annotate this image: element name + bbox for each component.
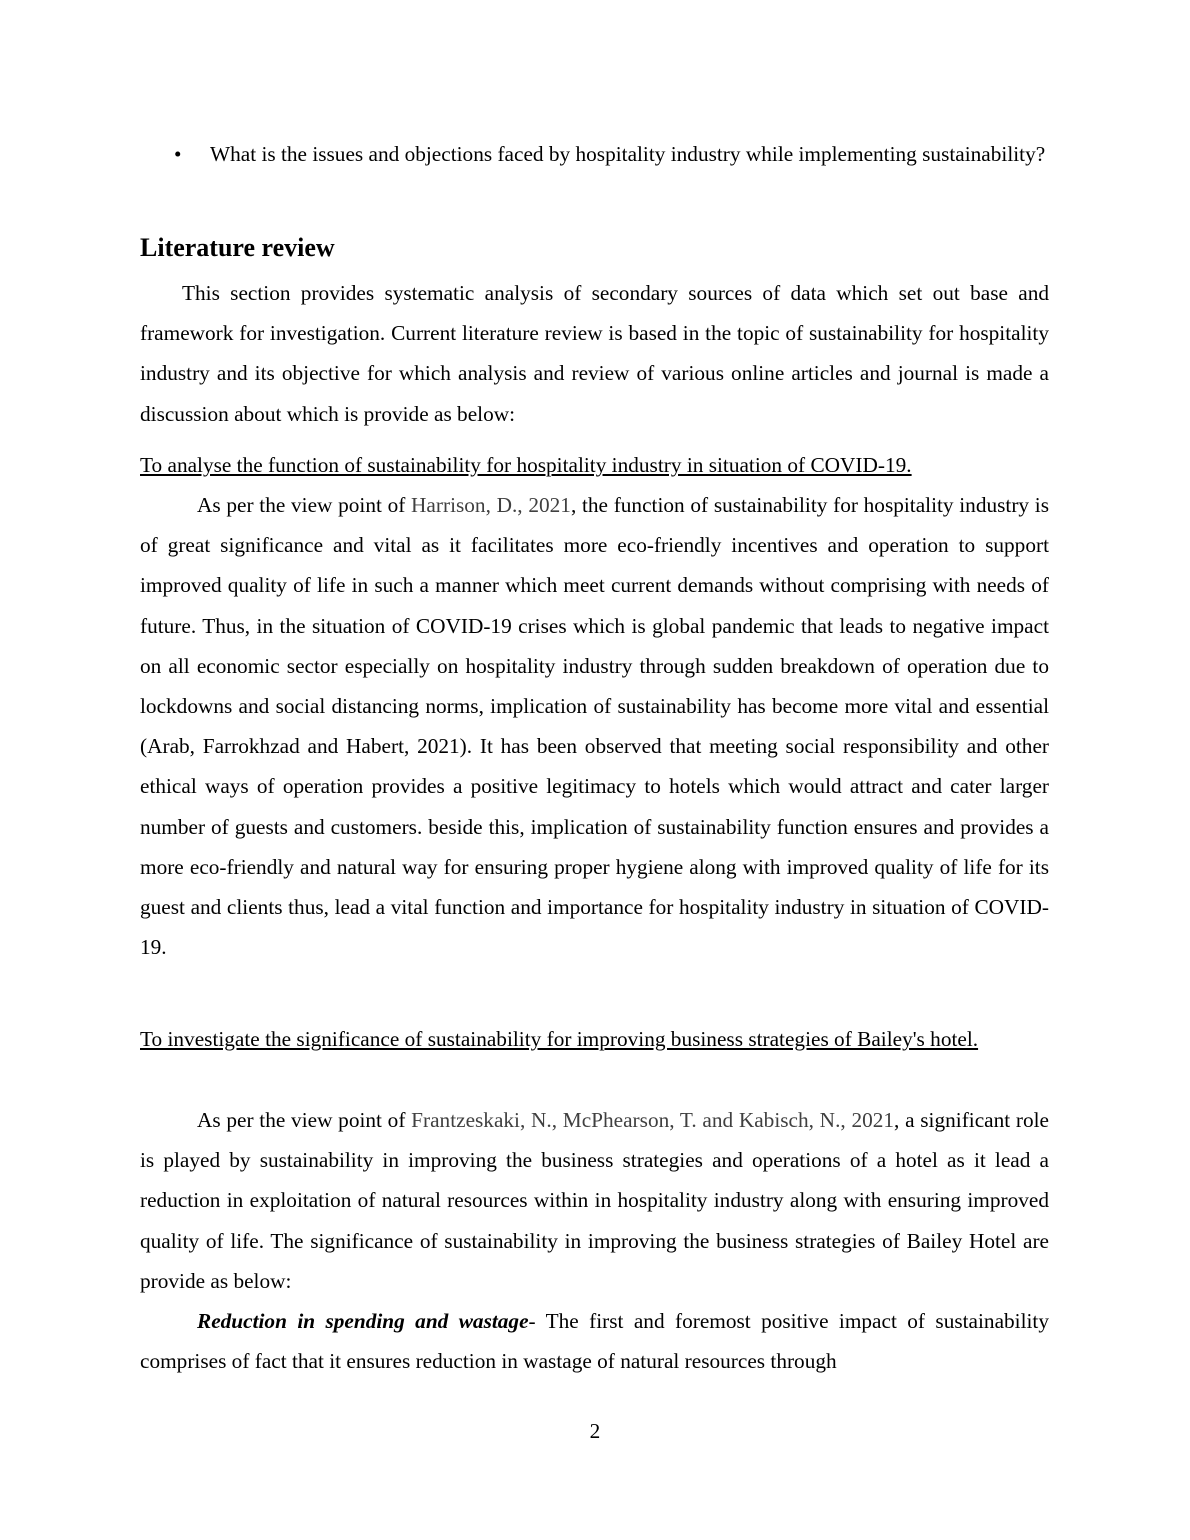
objective-2-heading: To investigate the significance of sustainability for improving business strategies of Bailey's hotel. (140, 1027, 979, 1051)
objective-1-lead: As per the view point of (197, 493, 412, 517)
point-1-title: Reduction in spending and wastage (197, 1309, 529, 1333)
bullet-icon: • (174, 142, 182, 166)
objective-2-paragraph (140, 1100, 1049, 1301)
objective-1-paragraph (140, 485, 1049, 967)
objective-2-body: , a significant role is played by sustainability in improving the business strategies and operations of a hotel as it lead a reduction in exploitation of natural resources within in hospitality industry along with ensuring improved quality of life. The significance of sustainability in improving the business strategies of Bailey Hotel are provide as below: (140, 1108, 1050, 1293)
intro-paragraph: This section provides systematic analysis of secondary sources of data which set out base and framework for investigation. Current literature review is based in the topic of sustainability for hospitality industry and its objective for which analysis and review of various online articles and journal is made a discussion about which is provide as below: (140, 281, 1049, 426)
objective-1-body: , the function of sustainability for hospitality industry is of great significance and vital as it facilitates more eco-friendly incentives and operation to support improved quality of life in such a manner which meet current demands without comprising with needs of future. Thus, in the situation of COVID-19 crises which is global pandemic that leads to negative impact on all economic sector especially on hospitality industry through sudden breakdown of operation due to lockdowns and social distancing norms, implication of sustainability has become more vital and essential (Arab, Farrokhzad and Habert, 2021). It has been observed that meeting social responsibility and other ethical ways of operation provides a positive legitimacy to hotels which would attract and cater larger number of guests and customers. beside this, implication of sustainability function ensures and provides a more eco-friendly and natural way for ensuring proper hygiene along with improved quality of life for its guest and clients thus, lead a vital function and importance for hospitality industry in situation of COVID-19. (140, 493, 1049, 960)
objective-1-citation: Harrison, D., 2021 (411, 493, 571, 517)
point-1-text: - The first and foremost positive impact of sustainability comprises of fact that it ensures reduction in wastage of natural resources through (140, 1309, 1049, 1374)
research-question-bullet: What is the issues and objections faced by hospitality industry while implementing sustainability? (210, 142, 1046, 166)
objective-2-citation: Frantzeskaki, N., McPhearson, T. and Kabisch, N., 2021 (411, 1108, 895, 1132)
section-heading: Literature review (140, 233, 335, 262)
objective-2-lead: As per the view point of (197, 1108, 412, 1132)
objective-1-heading: To analyse the function of sustainability for hospitality industry in situation of COVID-19. (140, 453, 912, 477)
point-1-paragraph (140, 1301, 1049, 1381)
page-number: 2 (589, 1419, 601, 1443)
